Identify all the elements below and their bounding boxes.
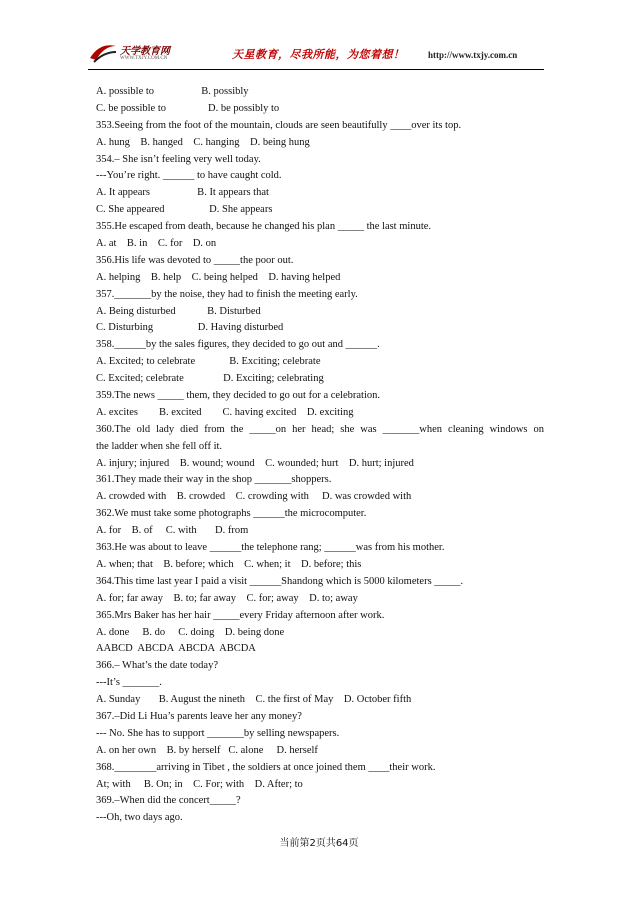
question-line: 357._______by the noise, they had to finish the meeting early.: [96, 288, 358, 300]
question-line: 369.–When did the concert_____?: [96, 795, 241, 807]
text-line: C. Disturbing D. Having disturbed: [96, 322, 284, 334]
text-line: ---It’s _______.: [96, 677, 162, 689]
text-line: --- No. She has to support _______by selling newspapers.: [96, 727, 340, 739]
swoosh-logo-icon: [88, 40, 118, 66]
text-line: At; with B. On; in C. For; with D. After; to: [96, 778, 303, 790]
question-line: 358.______by the sales figures, they decided to go out and ______.: [96, 339, 380, 351]
text-line: A. injury; injured B. wound; wound C. wounded; hurt D. hurt; injured: [96, 457, 414, 469]
text-line: C. Excited; celebrate D. Exciting; celebrating: [96, 373, 324, 385]
text-line: the ladder when she fell off it.: [96, 440, 223, 452]
text-line: A. when; that B. before; which C. when; it D. before; this: [96, 558, 362, 570]
logo-text: 天学教育网: [120, 46, 170, 57]
text-line: A. excites B. excited C. having excited D. exciting: [96, 406, 354, 418]
text-line: A. Excited; to celebrate B. Exciting; celebrate: [96, 356, 321, 368]
header-slogan: 天星教育，尽我所能，为您着想！: [232, 49, 405, 61]
text-line: A. Being disturbed B. Disturbed: [96, 305, 261, 317]
question-line: 356.His life was devoted to _____the poor out.: [96, 254, 294, 266]
question-line: 362.We must take some photographs ______the microcomputer.: [96, 508, 367, 520]
text-line: ---You’re right. ______ to have caught cold.: [96, 170, 282, 182]
text-line: A. It appears B. It appears that: [96, 187, 269, 199]
document-body: [96, 84, 544, 827]
question-line: 365.Mrs Baker has her hair _____every Friday afternoon after work.: [96, 609, 385, 621]
question-line: 368.________arriving in Tibet , the soldiers at once joined them ____their work.: [96, 761, 436, 773]
question-line: 355.He escaped from death, because he changed his plan _____ the last minute.: [96, 221, 432, 233]
text-line: A. Sunday B. August the nineth C. the first of May D. October fifth: [96, 694, 412, 706]
question-line: 353.Seeing from the foot of the mountain, clouds are seen beautifully ____over its top.: [96, 119, 462, 131]
question-line: 360.The old lady died from the _____on her head; she was _______when cleaning windows on: [96, 423, 544, 435]
logo-subtext: WWW.TXJY.COM.CN: [120, 56, 168, 61]
question-line: 367.–Did Li Hua’s parents leave her any money?: [96, 710, 302, 722]
question-line: 366.– What’s the date today?: [96, 660, 218, 672]
text-line: A. for B. of C. with D. from: [96, 525, 249, 537]
text-line: A. on her own B. by herself C. alone D. herself: [96, 744, 318, 756]
page-footer: 当前第2页共64页: [279, 838, 359, 849]
question-line: 354.– She isn’t feeling very well today.: [96, 153, 261, 165]
text-line: A. crowded with B. crowded C. crowding with D. was crowded with: [96, 491, 412, 503]
question-line: 361.They made their way in the shop _______shoppers.: [96, 474, 332, 486]
question-line: 359.The news _____ them, they decided to go out for a celebration.: [96, 390, 381, 402]
text-line: A. done B. do C. doing D. being done: [96, 626, 285, 638]
text-line: A. at B. in C. for D. on: [96, 238, 217, 250]
header-url: http://www.txjy.com.cn: [428, 50, 518, 60]
answer-key-line: AABCD ABCDA ABCDA ABCDA: [96, 643, 256, 655]
question-line: 363.He was about to leave ______the telephone rang; ______was from his mother.: [96, 542, 445, 554]
text-line: ---Oh, two days ago.: [96, 812, 183, 824]
text-line: A. for; far away B. to; far away C. for; away D. to; away: [96, 592, 358, 604]
text-line: A. helping B. help C. being helped D. having helped: [96, 271, 341, 283]
question-line: 364.This time last year I paid a visit ______Shandong which is 5000 kilometers _____.: [96, 575, 464, 587]
text-line: C. be possible to D. be possibly to: [96, 102, 280, 114]
site-logo: [88, 40, 208, 68]
header-divider: [88, 69, 544, 70]
page-header: [88, 40, 544, 70]
text-line: A. possible to B. possibly: [96, 86, 249, 97]
text-line: C. She appeared D. She appears: [96, 204, 273, 216]
text-line: A. hung B. hanged C. hanging D. being hung: [96, 136, 310, 148]
